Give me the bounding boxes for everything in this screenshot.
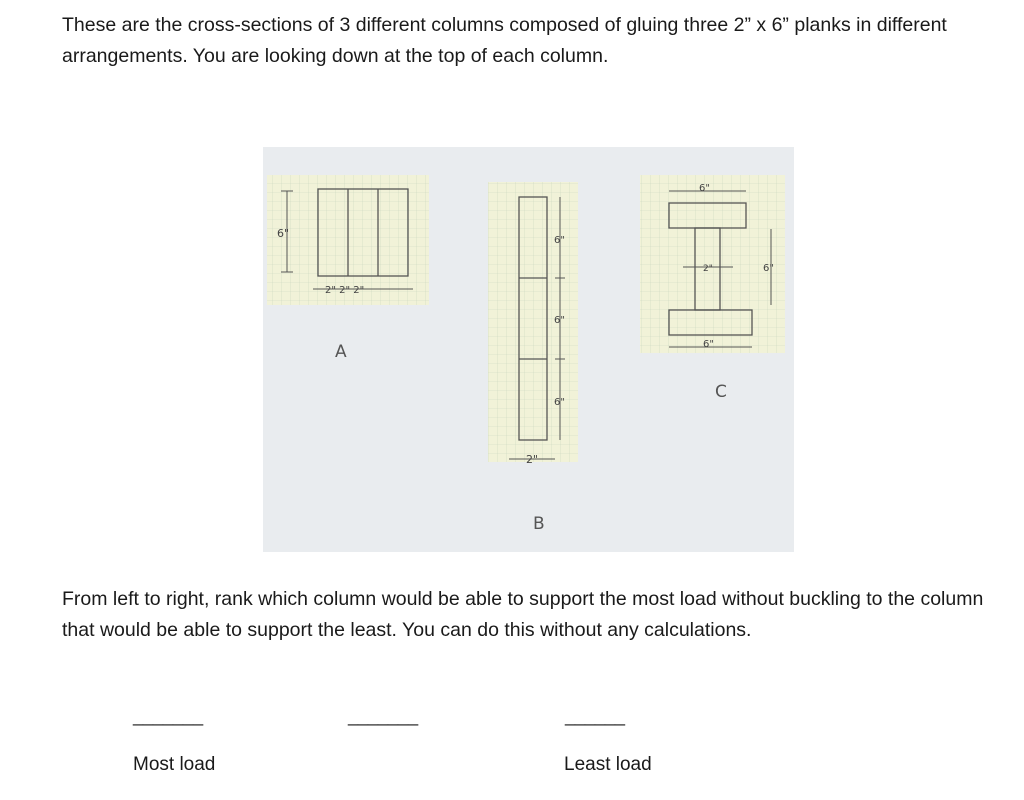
dim-b-6-mid: 6" [554,315,565,326]
dim-b-width: 2" [526,453,539,466]
question-paragraph: From left to right, rank which column would be able to support the most load without buckling to the column that would be able to support the least. You can do this without any calculations. [62,588,984,641]
answer-blank-2[interactable]: _______ [348,706,419,726]
dim-a-height: 6" [277,227,290,240]
answer-blank-1[interactable]: _______ [133,706,204,726]
intro-paragraph: These are the cross-sections of 3 different columns composed of gluing three 2” x 6” planks in different arrangements. You are looking down at the top of each column. [62,14,947,67]
dim-b-6-bot: 6" [554,397,565,408]
answer-blank-3[interactable]: ______ [565,706,626,726]
dim-b-6-top: 6" [554,235,565,246]
least-load-label: Least load [564,754,652,775]
dim-a-widths: 2" 2" 2" [325,285,365,296]
label-a: A [335,342,347,362]
label-c: C [715,382,727,402]
dim-c-height: 6" [763,263,774,274]
label-b: B [533,514,545,534]
cross-section-photo [263,147,794,552]
most-load-label: Most load [133,754,216,775]
dim-c-top-width: 6" [699,183,710,194]
dim-c-web: 2" [703,264,713,274]
dim-c-bottom-width: 6" [703,339,714,350]
